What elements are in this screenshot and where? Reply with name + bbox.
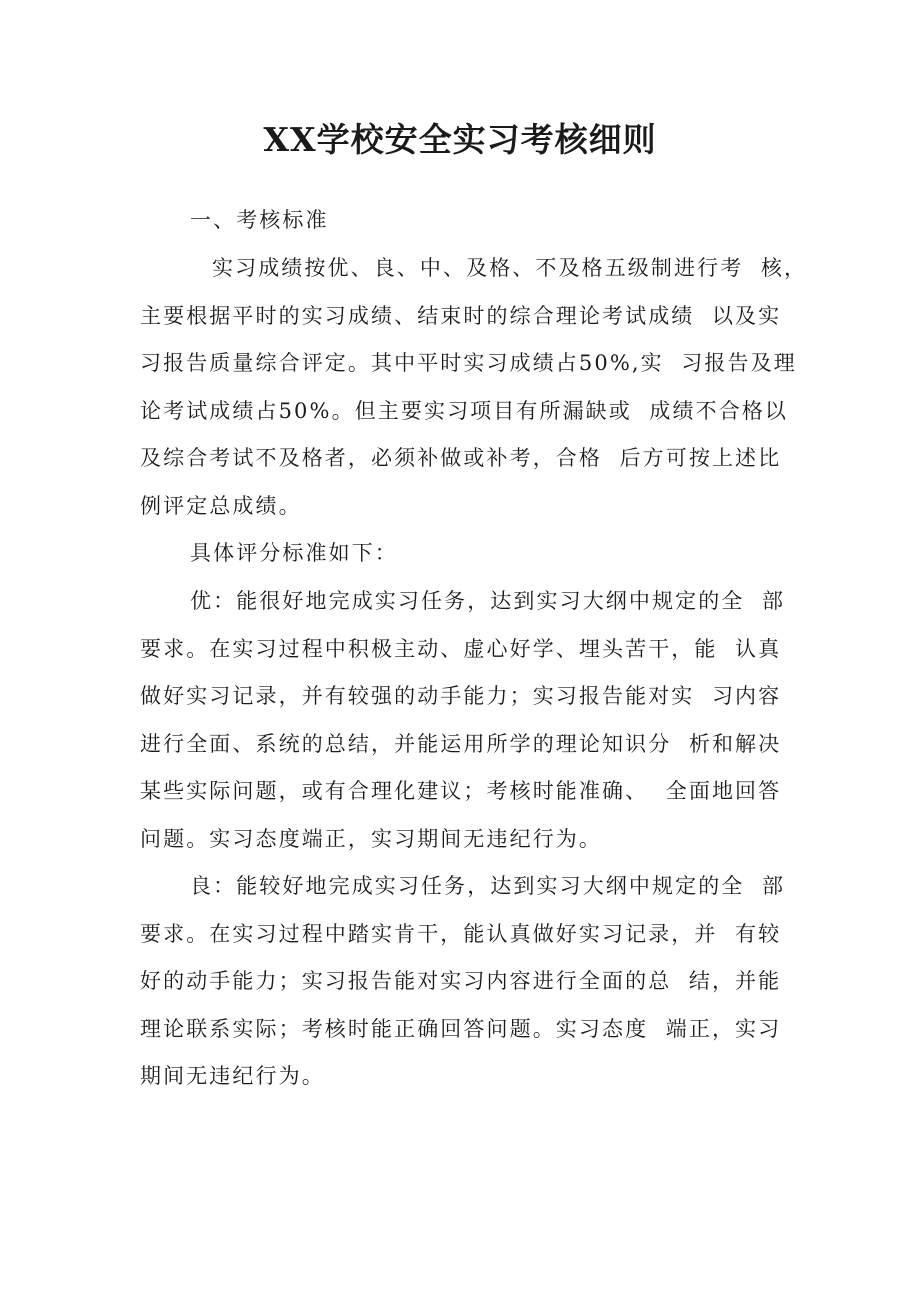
- paragraph-line: 理论联系实际；考核时能正确回答问题。实习态度 端正，实习: [140, 1017, 782, 1041]
- paragraph-line: 论考试成绩占50%。但主要实习项目有所漏缺或 成绩不合格以: [140, 399, 789, 423]
- paragraph-line: 某些实际问题，或有合理化建议；考核时能准确、 全面地回答: [140, 779, 782, 803]
- paragraph-line: 及综合考试不及格者，必须补做或补考，合格 后方可按上述比: [140, 446, 782, 470]
- criteria-intro: 具体评分标准如下：: [190, 541, 398, 565]
- paragraph-line: 期间无违纪行为。: [140, 1064, 325, 1088]
- section-heading: 一、考核标准: [190, 208, 329, 232]
- paragraph-line: 实习成绩按优、良、中、及格、不及格五级制进行考 核，: [212, 256, 808, 280]
- paragraph-line: 主要根据平时的实习成绩、结束时的综合理论考试成绩 以及实: [140, 304, 782, 328]
- paragraph-line: 习报告质量综合评定。其中平时实习成绩占50%,实 习报告及理: [140, 351, 797, 375]
- paragraph-line: 优：能很好地完成实习任务，达到实习大纲中规定的全 部: [190, 589, 786, 613]
- paragraph-line: 问题。实习态度端正，实习期间无违纪行为。: [140, 827, 602, 851]
- paragraph-line: 要求。在实习过程中踏实肯干，能认真做好实习记录，并 有较: [140, 922, 782, 946]
- document-title: XX学校安全实习考核细则: [263, 120, 657, 159]
- paragraph-line: 做好实习记录，并有较强的动手能力；实习报告能对实 习内容: [140, 684, 782, 708]
- paragraph-line: 例评定总成绩。: [140, 494, 302, 518]
- paragraph-line: 好的动手能力；实习报告能对实习内容进行全面的总 结，并能: [140, 969, 782, 993]
- paragraph-line: 良：能较好地完成实习任务，达到实习大纲中规定的全 部: [190, 874, 786, 898]
- paragraph-line: 要求。在实习过程中积极主动、虚心好学、埋头苦干，能 认真: [140, 637, 782, 661]
- paragraph-line: 进行全面、系统的总结，并能运用所学的理论知识分 析和解决: [140, 732, 782, 756]
